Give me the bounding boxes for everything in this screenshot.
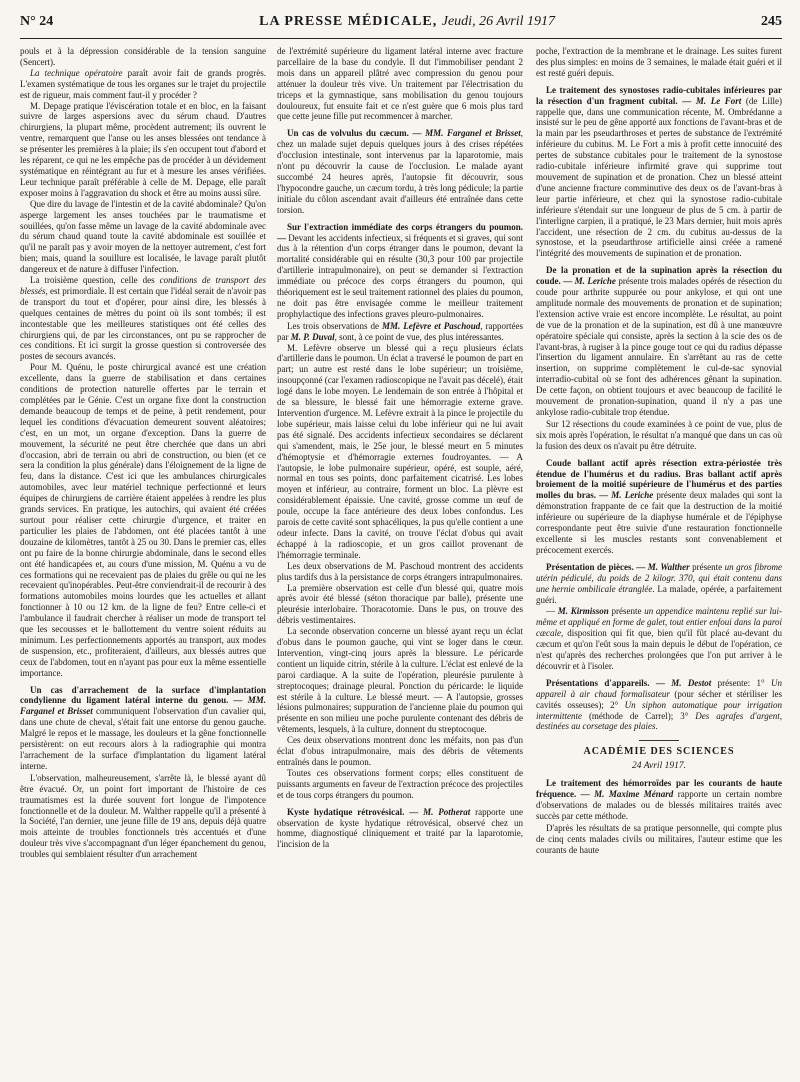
text: rapporte un certain nombre d'observations de malades ou de blessés militaires traités avec succès par cette méthode. bbox=[536, 789, 782, 821]
heading-title: Présentations d'appareils. — bbox=[546, 677, 665, 688]
text: présente bbox=[608, 606, 645, 617]
academy-heading: ACADÉMIE DES SCIENCES bbox=[583, 746, 735, 758]
paragraph bbox=[20, 68, 266, 101]
journal-name: LA PRESSE MÉDICALE, bbox=[259, 14, 438, 29]
heading-title: Coude ballant actif après résection extra-périostée très étendue de l'humérus et du radius. Bras ballant actif après broiement de la moitié supérieure de l'humérus et des parties molles du bras. — bbox=[536, 457, 782, 501]
italic-term: conditions de transport des blessés bbox=[20, 275, 266, 296]
column-3 bbox=[536, 46, 782, 1076]
section-heading bbox=[277, 807, 523, 851]
section-heading bbox=[536, 265, 782, 418]
paragraph: L'observation, malheureusement, s'arrête là, le blessé ayant dû être évacué. Or, un point fort important de l'histoire de ces traumatismes est la durée souvent fort longue de l'impotence fonctionnelle et de la douleur. M. Walther rappelle qu'il a présenté à la Société, l'an dernier, une jeune fille de 19 ans, depuis déjà quatre mois atteinte de troubles fonctionnels très accentués et d'une douleur très vive s'accompagnant d'un léger épanchement du genou, troubles qui semblaient résulter d'un arrachement bbox=[20, 772, 266, 860]
column-2 bbox=[277, 46, 523, 1076]
paragraph: M. Lefèvre observe un blessé qui a reçu plusieurs éclats d'artillerie dans le poumon. Un éclat a traversé le poumon de part en part; un autre est resté dans le lobe supérieur; un troisième, insoupçonné (car l'examen radioscopique ne l'avait pas décelé), était logé dans le lobe moyen. Le lendemain de son entrée à l'hôpital et de sa blessure, le blessé fait une hémorragie externe grave. Intervention d'urgence. M. Lefèvre extrait à la pince le projectile du lobe supérieur, mais laisse celui du lobe inférieur qui ne lui avait pas été signalé. Des accidents infectieux secondaires se déclarent qui s'amendent, mais, le 25e jour, le blessé meurt en 5 minutes d'hémoptysie et d'hémorragie externes foudroyantes. — A l'autopsie, le lobe pulmonaire supérieur, opéré, est souple, aéré, normal en tous ses points, donc parfaitement cicatrisé. Les lobes moyen et inférieur, au contraire, forment un bloc. La plèvre est considérablement épaissie. Une cavité, grosse comme un œuf de poule, occupe la face antérieure des deux lobes confondus. Les parois de cette cavité sont sphacéliques, la pus qu'elle contient a une odeur infecte. Dans la cavité, on trouve l'éclat d'obus qui avait échappé à la radioscopie, et un gros caillot provenant de l'hémorragie terminale. bbox=[277, 342, 523, 560]
paragraph: de l'extrémité supérieure du ligament latéral interne avec fracture parcellaire de la base du condyle. Il dut l'immobiliser pendant 2 mois dans un appareil plâtré avec compression du genou pour atténuer la douleur très vive. Un traitement par l'électrisation du triceps et la gymnastique, sans mobilisation du genou toujours douloureux, fut ensuite fait et ce n'est guère que 6 mois plus tard que cette jeune fille put recommencer à marcher. bbox=[277, 46, 523, 122]
italic-term: La technique opératoire bbox=[30, 67, 123, 78]
text: (méthode de Carrel); 3° bbox=[582, 710, 696, 721]
text: présente trois malades opérés de résection du coude pour arthrite suppurée ou pour ankylose, et qui ont une amplitude normale des mouvements de pronation et de supination; l'extension active vraie est encore incomplète. Le résultat, au point de vue de la pronation et de la supination, est dû à une manœuvre opératoire spéciale qui consiste, après la section à la scie des os de l'avant-bras, à rugiser à la pince gouge tout ce qui du radius dépasse l'insertion du ligament annulaire. En s'arrêtant au ras de cette insertion, on supprime complètement le cul-de-sac synovial interradio-cubital où se font des adhérences gênant la supination. De cette façon, on obtient toujours et avec beaucoup de facilité le mouvement de pronation-supination, quand il n'y a pas une ankylose radio-cubitale trop étendue. bbox=[536, 276, 782, 417]
italic-term: Des agrafes d'argent, destinées au corsetage des plaies bbox=[536, 710, 782, 732]
column-1 bbox=[20, 46, 266, 1076]
paragraph: pouls et à la dépression considérable de la tension sanguine (Sencert). bbox=[20, 46, 266, 67]
paragraph bbox=[536, 606, 782, 671]
author-name: M. Le Fort bbox=[691, 95, 742, 106]
text: (pour sécher et stériliser les cavités osseuses); 2° bbox=[536, 688, 782, 710]
author-name: M. Destot bbox=[664, 677, 712, 688]
heading-title: Le traitement des hémorroïdes par les courants de haute fréquence. — bbox=[536, 778, 782, 800]
paragraph bbox=[20, 275, 266, 362]
journal-title bbox=[259, 14, 555, 30]
text: Les trois observations de bbox=[287, 320, 383, 331]
author-name: MM. Farganel et Brisset bbox=[421, 128, 521, 139]
paragraph: Que dire du lavage de l'intestin et de la cavité abdominale? Qu'on asperge largement les anses touchées par le traumatisme et souillées, qu'on fasse même un lavage de la cavité abdominale avec du sérum chaud quand toute la cavité abdominale est souillée et qu'il ne paraît pas y avoir moyen de la nettoyer autrement, c'est fort bien; mais, quand la souillure est localisée, le lavage paraît plutôt dangereux et de nature à diffuser l'infection. bbox=[20, 198, 266, 275]
page-header bbox=[20, 14, 782, 36]
paragraph: D'après les résultats de sa pratique personnelle, qui compte plus de cinq cents malades civils ou militaires, l'auteur estime que les courants de haute bbox=[536, 822, 782, 855]
heading-title: De la pronation et de la supination après la résection du coude. — bbox=[536, 265, 782, 287]
heading-title: Le traitement des synostoses radio-cubitales inférieures par la résection d'un fragment cubital. — bbox=[536, 84, 782, 106]
section-separator bbox=[639, 740, 679, 741]
academy-date: 24 Avril 1917. bbox=[632, 761, 686, 772]
paragraph: Les deux observations de M. Paschoud montrent des accidents plus tardifs dus à la persistance de corps étrangers intrapulmonaires. bbox=[277, 560, 523, 582]
paragraph: Ces deux observations montrent donc les méfaits, non pas d'un éclat d'obus intrapulmonaire, mais des débris de vêtements entraînés dans le poumon. bbox=[277, 735, 523, 767]
paragraph: Toutes ces observations forment corps; elles constituent de puissants arguments en faveur de l'extraction précoce des projectiles et de tous corps étrangers du poumon. bbox=[277, 767, 523, 800]
paragraph: M. Depage pratique l'éviscération totale et en bloc, en la faisant suivre de larges aspersions avec du sérum chaud. D'autres chirurgiens, la plupart même, procèdent autrement; ils ouvrent le ventre, remarquent que l'anse ou les anses blessées ont tendance à se présenter les premières à la plaie; ils s'en occupent tout d'abord et les réparent, ce qui ne les empêche pas de procéder à un dévidement systématique en réintégrant au fur et à mesure les anses vérifiées. Leur technique paraît préférable à celle de M. Depage, elle paraît exposer moins à l'aggravation du shock et être au moins aussi sûre. bbox=[20, 100, 266, 198]
heading-title: Présentation de pièces. — bbox=[546, 561, 646, 572]
italic-term: Un siphon automatique pour irrigation intermittente bbox=[536, 699, 782, 721]
text: , disposition qui fit que, bien qu'il fût placé au-devant du cæcum et qu'on l'eût sous la main depuis le début de l'opération, ce n'est qu'après des recherches prolongées que l'on put arriver à le découvrir et à l'isoler. bbox=[536, 628, 782, 671]
author-name: M. Leriche bbox=[572, 276, 616, 287]
text: , sont, à ce point de vue, des plus intéressantes. bbox=[334, 331, 504, 342]
text: , est primordiale. Il est certain que l'idéal serait de n'avoir pas de transport du tout et d'opérer, pour ainsi dire, les blessés à quelques centaines de mètres du point où ils sont tombés; il est incontestable que les meilleures statistiques ont été celles des chirurgiens qui, de par les circonstances, ont pu se rapprocher de ces conditions. Et ici surgit la grosse question si controversée des postes de secours avancés. bbox=[20, 285, 266, 362]
text: paraît avoir fait de grands progrès. L'examen systématique de tous les organes sur le trajet du projectile est de rigueur, mais comment faut-il y procéder ? bbox=[20, 67, 266, 100]
text: , rapportées par bbox=[277, 320, 523, 342]
text: La troisième question, celle des bbox=[30, 275, 160, 286]
section-heading bbox=[20, 685, 266, 772]
text: communiquent l'observation d'un cavalier qui, dans une chute de cheval, s'était fait une entorse du genou gauche. Malgré le repos et le massage, les douleurs et la gêne fonctionnelle persistèrent: on eut recours alors à la radiographie qui montra l'arrachement de la surface d'implantation du ligament latéral interne. bbox=[20, 706, 266, 771]
issue-number: N° 24 bbox=[20, 14, 54, 29]
text: , chez un malade sujet depuis quelques jours à des crises répétées d'occlusion intestinale, sont intervenus par la laparotomie, mais n'ont pu découvrir la cause de l'occlusion. Le malade ayant succombé 24 heures après, l'autopsie fit découvrir, sous l'hypocondre gauche, un cæcum tordu, à très long pédicule; la partie initiale du côlon ascendant avait d'ailleurs été entraînée dans cette torsion. bbox=[277, 128, 523, 215]
section-heading bbox=[277, 222, 523, 320]
author-name: M. Potherat bbox=[418, 806, 471, 817]
text: . bbox=[655, 721, 658, 732]
text: — bbox=[546, 606, 558, 617]
author-name: M. Leriche bbox=[608, 490, 654, 501]
italic-term: un gros fibrome utérin pédiculé, du poids de 2 kilogr. 370, qui était contenu dans une hernie ombilicale étranglée bbox=[536, 561, 782, 594]
author-name: MM. Farganel et Brisset bbox=[20, 695, 266, 717]
author-name: M. P. Duval bbox=[290, 331, 335, 342]
heading-title: Sur l'extraction immédiate des corps étrangers du poumon. — bbox=[277, 221, 523, 243]
text: rapporte une observation de kyste hydatique rétrovésical, observé chez un homme, diagnostiqué cliniquement et traité par la laparotomie, l'incision de la bbox=[277, 806, 523, 850]
text: présente deux malades qui sont la démonstration frappante de ce fait que la destruction de la moitié inférieure ou supérieure de la diaphyse humérale et de l'épiphyse correspondante peut être suivie d'une restauration fonctionnelle excellente si les muscles restants sont convenablement et précocement exercés. bbox=[536, 490, 782, 555]
text: présente bbox=[689, 561, 725, 572]
author-name: M. Kirmisson bbox=[557, 606, 609, 617]
text: . La malade, opérée, a parfaitement guéri. bbox=[536, 583, 782, 605]
text: Devant les accidents infectieux, si fréquents et si graves, qui sont dus à la rétention d'un corps étranger dans le poumon, devant la mortalité considérable qui en résulte (30,3 pour 100 par projectile d'artillerie intrapulmonaire), on peut se demander si l'extraction immédiate ou précoce des corps étrangers du poumon, qui théoriquement est le seul traitement rationnel des plaies du poumon, ne doit pas être envisagée comme le meilleur traitement prophylactique des infections graves pleuro-pulmonaires. bbox=[277, 232, 523, 319]
paragraph: Pour M. Quénu, le poste chirurgical avancé est une création excellente, dans la guerre de stabilisation et dans certaines conditions de protection naturelle offertes par le terrain et complétées par le Génie. C'est un organe fixe dont la construction demande beaucoup de temps et de peine, à petit rendement, pour lequel les conditions d'évacuation demeurent souvent aléatoires; c'est, en un mot, un organe d'exception. Dans la guerre de mouvement, la sécurité ne peut être cherchée que dans un abri d'occasion, abri de terrain ou abri de construction, ou bien (et ce sera la condition la plus générale) dans l'éloignement de la ligne de feu, dans la distance. C'est ici que les ambulances chirurgicales automobiles, avec leur matériel technique perfectionné et leurs équipes de chirurgiens de carrière étaient appelées à rendre les plus grands services. En pratique, les autochirs, qui avaient été créées surtout pour réaliser cette chirurgie d'urgence, et traiter en particulier les plaies de l'abdomen, ont été placées tantôt à une douzaine de kilomètres, tantôt à 25 ou 30. Dans le premier cas, elles ont pu faire de la bonne chirurgie abdominale, dans le second elles ont été handicapées et, au cours d'une mission, M. Quénu a vu de ces formations qui ne recevaient pas de plaies du grêle ou qui ne les recevaient qu'inopérables. Peut-être conviendrait-il de recourir à des formations automobiles moins lourdes que les actuelles et allant fonctionner à 10 ou 12 km. de la ligne de feu? Entre celle-ci et l'ambulance il faudrait chercher à réaliser un mode de transport tel que les secousses et le ballottement du ventre soient réduits au minimum. Les perfectionnements apportés au transport, aux modes de suspension, etc., profiteraient, d'ailleurs, aux blessés autres que ceux de l'abdomen, tout en n'ayant pas pour eux la même essentielle importance. bbox=[20, 362, 266, 678]
paragraph: poche, l'extraction de la membrane et le drainage. Les suites furent des plus simples: en moins de 3 semaines, le malade était guéri et il est resté guéri depuis. bbox=[536, 46, 782, 78]
italic-term: Un appareil à air chaud formalisateur bbox=[536, 677, 782, 699]
page-number: 245 bbox=[760, 14, 782, 29]
heading-title: Un cas de volvulus du cæcum. — bbox=[287, 128, 422, 139]
author-name: M. Walther bbox=[645, 561, 690, 572]
section-heading bbox=[536, 678, 782, 733]
section-heading bbox=[536, 562, 782, 606]
header-rule bbox=[20, 38, 782, 39]
text: présente: 1° bbox=[711, 677, 771, 688]
section-heading bbox=[536, 85, 782, 260]
section-heading bbox=[536, 778, 782, 822]
author-name: M. Maxime Ménard bbox=[589, 789, 674, 800]
paragraph: La première observation est celle d'un blessé qui, quatre mois après avoir été blessé (séton thoracique par balle), présente une pleurésie interlobaire. Thoracotomie. Dans le pus, on trouve des débris vestimentaires. bbox=[277, 582, 523, 626]
paragraph: La seconde observation concerne un blessé ayant reçu un éclat d'obus dans le poumon gauche, qui vint se loger dans le cœur. Intervention, vingt-cinq jours après la blessure. Le péricarde contient un liquide citrin, stérile à la culture. L'éclat est enlevé de la paroi cardiaque. A la suite de l'opération, pleurésie purulente à streptocoques; drainage pleural. Ponction du péricarde: le liquide est stérile à la culture. Le blessé meurt. — A l'autopsie, grosses lésions pulmonaires; suppuration de l'ancienne plaie du poumon qui présente en son milieu une poche purulente contenant des débris de vêtements, lesquels, à la culture, donnent du streptocoque. bbox=[277, 626, 523, 735]
section-heading bbox=[277, 128, 523, 215]
author-name: MM. Lefèvre et Paschoud bbox=[382, 320, 481, 331]
heading-title: Kyste hydatique rétrovésical. — bbox=[287, 806, 419, 817]
paragraph: Sur 12 résections du coude examinées à ce point de vue, plus de six mois après l'opération, le résultat n'a manqué que dans un cas où la fusion des deux os n'avait pu être détruite. bbox=[536, 418, 782, 451]
italic-term: un appendice maintenu replié sur lui-même et appliqué en forme de galet, tout entier enfoui dans la paroi cæcale bbox=[536, 606, 782, 639]
text: (de Lille) rappelle que, dans une communication récente, M. Ombrédanne a insisté sur le peu de gêne apporté aux fonctions de l'avant-bras et de la main par les pseudarthroses et pertes de substance de l'extrémité inférieure du cubitus. M. Le Fort a mis à profit cette innocuité des pertes de substance cubitales pour le traitement de la synostose radio-cubitale inférieure infirmité grave qui supprime tout mouvement de supination et de pronation. Chez un blessé atteint d'une ancienne fracture comminutive des deux os de l'avant-bras à leur partie inférieure, et chez qui la synostose radio-cubitale inférieure s'étendait sur une longueur de plus de 5 cm. à partir de l'interligne carpien, il a pratiqué, le 23 Mars dernier, huit mois après l'accident, une résection de 2 cm. du cubitus au-dessus de la synostose, et la pseudarthrose artificielle ainsi créée a ramené l'intégrité des mouvements de supination et de pronation. bbox=[536, 95, 782, 259]
section-heading bbox=[536, 458, 782, 556]
paragraph bbox=[277, 321, 523, 343]
issue-date: Jeudi, 26 Avril 1917 bbox=[441, 14, 556, 29]
heading-title: Un cas d'arrachement de la surface d'implantation condylienne du ligament latéral interne du genou. — bbox=[20, 684, 266, 706]
